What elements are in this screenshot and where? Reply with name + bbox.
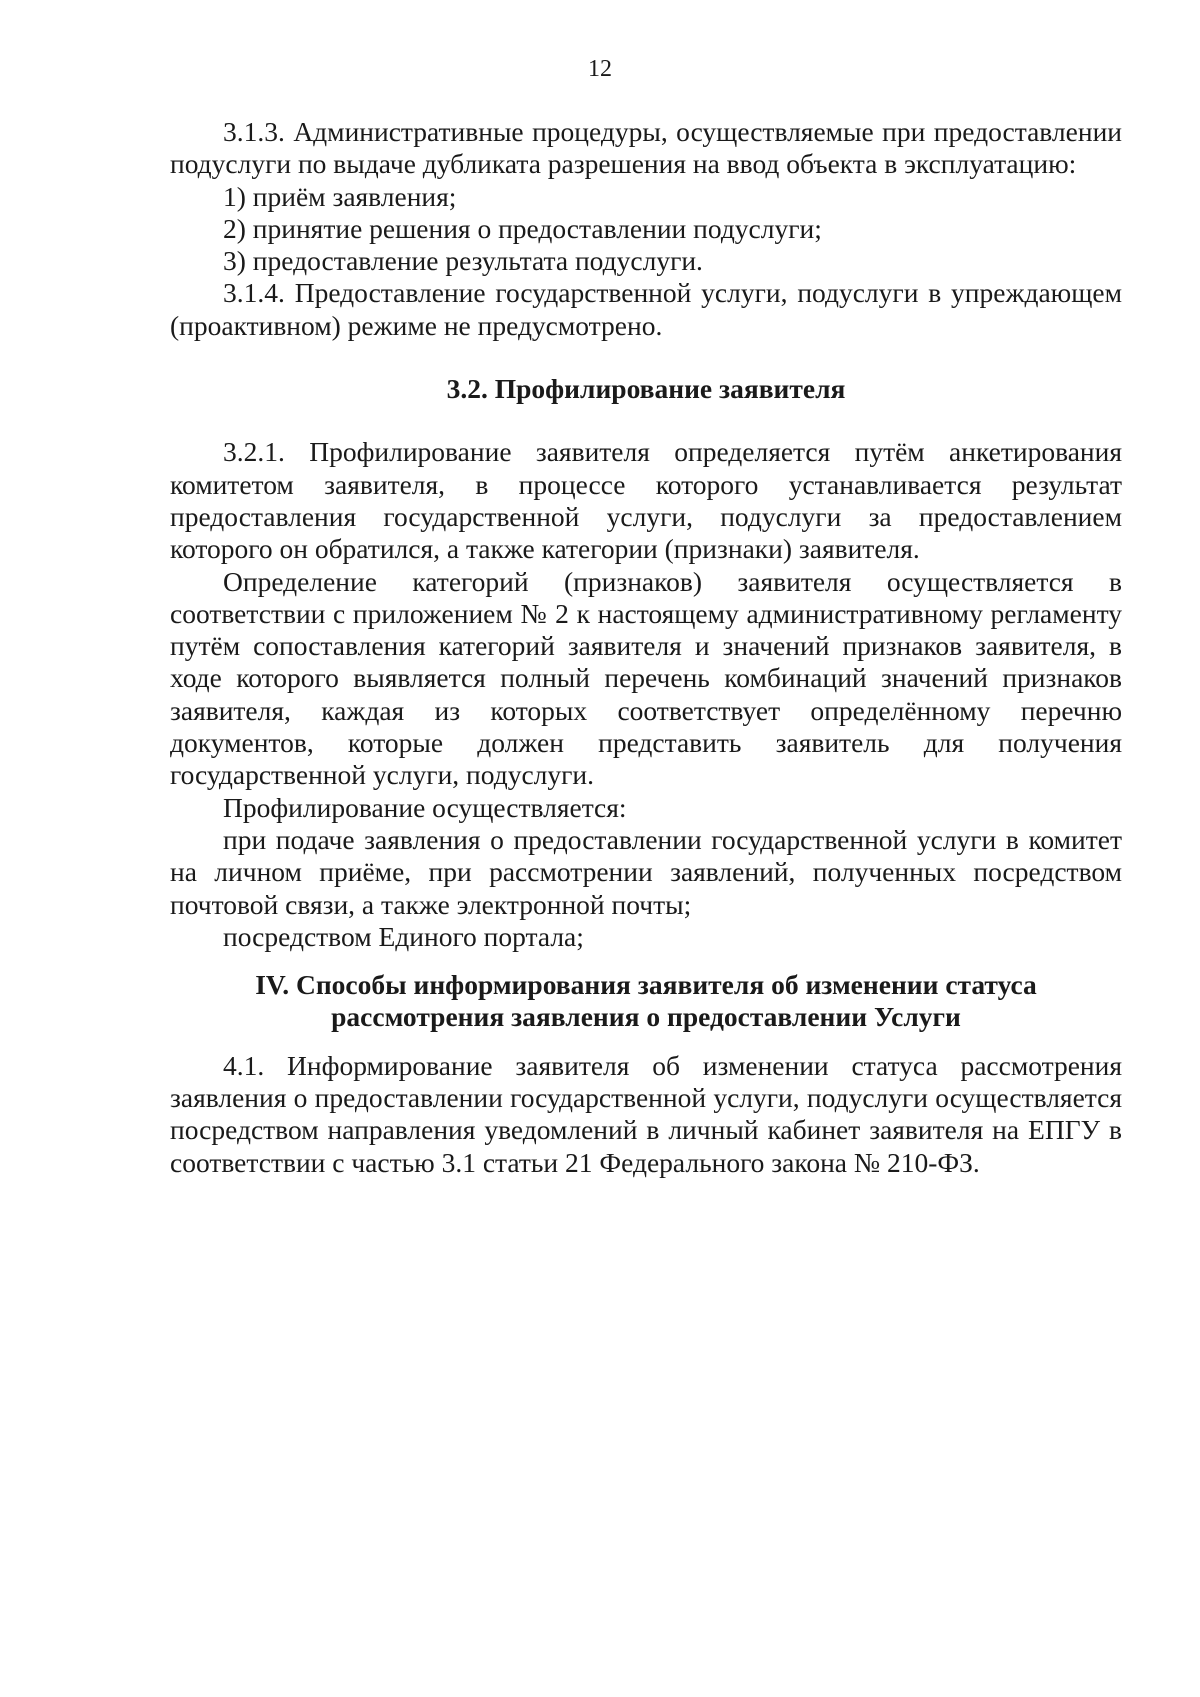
paragraph-categories: Определение категорий (признаков) заявителя осуществляется в соответствии с приложением № 2 к настоящему административному регламенту путём сопоставления категорий заявителя и значений признаков заявителя, в ходе которого выявляется полный перечень комбинаций значений признаков заявителя, каждая из которых соответствует определённому перечню документов, которые должен представить заявитель для получения государственной услуги, подуслуги. xyxy=(170,565,1122,791)
section-heading-4 xyxy=(170,969,1122,1034)
paragraph-4-1: 4.1. Информирование заявителя об изменении статуса рассмотрения заявления о предоставлении государственной услуги, подуслуги осуществляется посредством направления уведомлений в личный кабинет заявителя на ЕПГУ в соответствии с частью 3.1 статьи 21 Федерального закона № 210-ФЗ. xyxy=(170,1049,1122,1178)
paragraph-3-1-3: 3.1.3. Административные процедуры, осуществляемые при предоставлении подуслуги по выдаче дубликата разрешения на ввод объекта в эксплуатацию: xyxy=(170,116,1122,180)
section-heading-4-line-1: IV. Способы информирования заявителя об изменении статуса xyxy=(255,969,1037,1001)
list-item-1: 1) приём заявления; xyxy=(223,180,457,212)
section-heading-4-line-2: рассмотрения заявления о предоставлении Услуги xyxy=(331,1001,961,1033)
document-body xyxy=(170,116,1122,1179)
page-number: 12 xyxy=(588,56,612,82)
paragraph-filing: при подаче заявления о предоставлении государственной услуги в комитет на личном приёме, при рассмотрении заявлений, полученных посредством почтовой связи, а также электронной почты; xyxy=(170,823,1122,920)
list-item-2: 2) принятие решения о предоставлении подуслуги; xyxy=(223,212,822,244)
paragraph-profiling: Профилирование осуществляется: xyxy=(223,791,627,823)
section-heading-3-2: 3.2. Профилирование заявителя xyxy=(446,373,846,405)
paragraph-portal: посредством Единого портала; xyxy=(223,920,584,952)
list-item-3: 3) предоставление результата подуслуги. xyxy=(223,245,703,277)
paragraph-3-1-4: 3.1.4. Предоставление государственной услуги, подуслуги в упреждающем (проактивном) режиме не предусмотрено. xyxy=(170,277,1122,341)
paragraph-3-2-1: 3.2.1. Профилирование заявителя определяется путём анкетирования комитетом заявителя, в процессе которого устанавливается результат предоставления государственной услуги, подуслуги за предоставлением которого он обратился, а также категории (признаки) заявителя. xyxy=(170,436,1122,565)
